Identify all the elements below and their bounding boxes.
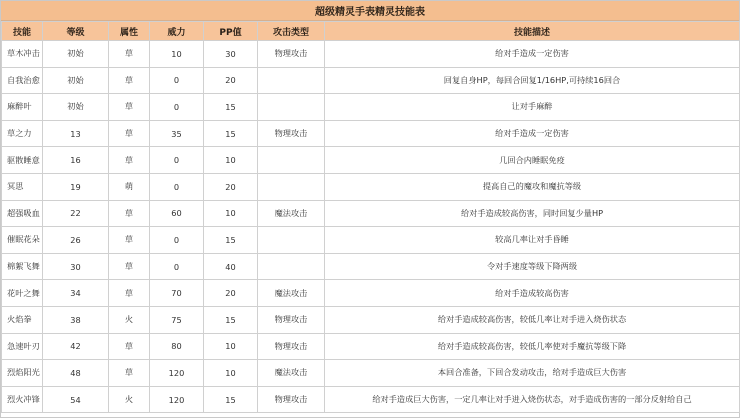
attack-type-cell: [258, 227, 325, 254]
table-row: [2, 67, 740, 94]
pp-cell: 20: [204, 173, 258, 200]
power-cell: 75: [150, 306, 204, 333]
pp-cell: 10: [204, 147, 258, 174]
attack-type-cell: 物理攻击: [258, 120, 325, 147]
pp-cell: 10: [204, 200, 258, 227]
description-cell: 提高自己的魔攻和魔抗等级: [325, 173, 740, 200]
description-cell: 回复自身HP，每回合回复1/16HP,可持续16回合: [325, 67, 740, 94]
attribute-cell: 火: [109, 306, 150, 333]
description-cell: 给对手造成较高伤害: [325, 280, 740, 307]
table-row: [2, 227, 740, 254]
level-cell: 初始: [43, 94, 109, 121]
attack-type-cell: 物理攻击: [258, 41, 325, 68]
attribute-cell: 萌: [109, 173, 150, 200]
description-cell: 给对手造成一定伤害: [325, 120, 740, 147]
description-cell: 给对手造成较高伤害，较低几率使对手魔抗等级下降: [325, 333, 740, 360]
table-row: [2, 41, 740, 68]
header-level: 等级: [43, 22, 109, 41]
level-cell: 16: [43, 147, 109, 174]
level-cell: 38: [43, 306, 109, 333]
pp-cell: 15: [204, 227, 258, 254]
level-cell: 22: [43, 200, 109, 227]
skill-name-cell: 火焰拳: [2, 306, 43, 333]
attack-type-cell: 物理攻击: [258, 333, 325, 360]
power-cell: 60: [150, 200, 204, 227]
table-row: [2, 333, 740, 360]
level-cell: 26: [43, 227, 109, 254]
level-cell: 13: [43, 120, 109, 147]
description-cell: 令对手速度等级下降两级: [325, 253, 740, 280]
attribute-cell: 草: [109, 253, 150, 280]
table-title: 超级精灵手表精灵技能表: [1, 1, 739, 21]
power-cell: 10: [150, 41, 204, 68]
skill-name-cell: 驱散睡意: [2, 147, 43, 174]
skill-name-cell: 冥思: [2, 173, 43, 200]
attack-type-cell: 魔法攻击: [258, 280, 325, 307]
skill-name-cell: 麻醉叶: [2, 94, 43, 121]
table-row: [2, 200, 740, 227]
power-cell: 35: [150, 120, 204, 147]
table-row: [2, 280, 740, 307]
power-cell: 120: [150, 386, 204, 413]
header-description: 技能描述: [325, 22, 740, 41]
attribute-cell: 草: [109, 120, 150, 147]
header-pp: PP值: [204, 22, 258, 41]
attack-type-cell: [258, 147, 325, 174]
header-skill: 技能: [2, 22, 43, 41]
skill-name-cell: 催眠花朵: [2, 227, 43, 254]
table-row: [2, 386, 740, 413]
power-cell: 120: [150, 360, 204, 387]
attribute-cell: 草: [109, 200, 150, 227]
skill-name-cell: 烈火冲锋: [2, 386, 43, 413]
table-row: [2, 147, 740, 174]
table-row: [2, 120, 740, 147]
pp-cell: 20: [204, 67, 258, 94]
description-cell: 给对手造成较高伤害，较低几率让对手进入烧伤状态: [325, 306, 740, 333]
pp-cell: 15: [204, 94, 258, 121]
pp-cell: 15: [204, 306, 258, 333]
skill-name-cell: 烈焰阳光: [2, 360, 43, 387]
level-cell: 19: [43, 173, 109, 200]
skill-name-cell: 急速叶刃: [2, 333, 43, 360]
attribute-cell: 草: [109, 333, 150, 360]
description-cell: 本回合准备，下回合发动攻击，给对手造成巨大伤害: [325, 360, 740, 387]
description-cell: 给对手造成一定伤害: [325, 41, 740, 68]
level-cell: 54: [43, 386, 109, 413]
level-cell: 42: [43, 333, 109, 360]
table-row: [2, 306, 740, 333]
power-cell: 0: [150, 147, 204, 174]
attack-type-cell: [258, 94, 325, 121]
pp-cell: 40: [204, 253, 258, 280]
attack-type-cell: 物理攻击: [258, 306, 325, 333]
pp-cell: 15: [204, 386, 258, 413]
power-cell: 0: [150, 67, 204, 94]
power-cell: 0: [150, 173, 204, 200]
header-power: 威力: [150, 22, 204, 41]
pp-cell: 10: [204, 333, 258, 360]
level-cell: 34: [43, 280, 109, 307]
header-attribute: 属性: [109, 22, 150, 41]
skill-name-cell: 草之力: [2, 120, 43, 147]
attribute-cell: 草: [109, 227, 150, 254]
description-cell: 几回合内睡眠免疫: [325, 147, 740, 174]
power-cell: 80: [150, 333, 204, 360]
table-row: [2, 360, 740, 387]
attribute-cell: 草: [109, 41, 150, 68]
pp-cell: 10: [204, 360, 258, 387]
attack-type-cell: [258, 173, 325, 200]
header-row: [2, 22, 740, 41]
skill-name-cell: 花叶之舞: [2, 280, 43, 307]
description-cell: 给对手造成较高伤害，同时回复少量HP: [325, 200, 740, 227]
attribute-cell: 草: [109, 280, 150, 307]
skill-name-cell: 棉絮飞舞: [2, 253, 43, 280]
pp-cell: 15: [204, 120, 258, 147]
header-attack-type: 攻击类型: [258, 22, 325, 41]
power-cell: 0: [150, 253, 204, 280]
level-cell: 初始: [43, 41, 109, 68]
attribute-cell: 草: [109, 94, 150, 121]
skill-table: [1, 21, 740, 413]
attribute-cell: 火: [109, 386, 150, 413]
skill-name-cell: 自我治愈: [2, 67, 43, 94]
attack-type-cell: 魔法攻击: [258, 360, 325, 387]
level-cell: 30: [43, 253, 109, 280]
attack-type-cell: 魔法攻击: [258, 200, 325, 227]
attack-type-cell: [258, 67, 325, 94]
description-cell: 让对手麻醉: [325, 94, 740, 121]
table-row: [2, 253, 740, 280]
skill-name-cell: 草木冲击: [2, 41, 43, 68]
power-cell: 70: [150, 280, 204, 307]
skill-name-cell: 超强吸血: [2, 200, 43, 227]
attack-type-cell: 物理攻击: [258, 386, 325, 413]
table-row: [2, 94, 740, 121]
attribute-cell: 草: [109, 360, 150, 387]
level-cell: 48: [43, 360, 109, 387]
attack-type-cell: [258, 253, 325, 280]
table-row: [2, 173, 740, 200]
power-cell: 0: [150, 227, 204, 254]
attribute-cell: 草: [109, 147, 150, 174]
pp-cell: 30: [204, 41, 258, 68]
description-cell: 给对手造成巨大伤害，一定几率让对手进入烧伤状态，对手造成伤害的一部分反射给自己: [325, 386, 740, 413]
description-cell: 较高几率让对手昏睡: [325, 227, 740, 254]
level-cell: 初始: [43, 67, 109, 94]
attribute-cell: 草: [109, 67, 150, 94]
power-cell: 0: [150, 94, 204, 121]
pp-cell: 20: [204, 280, 258, 307]
